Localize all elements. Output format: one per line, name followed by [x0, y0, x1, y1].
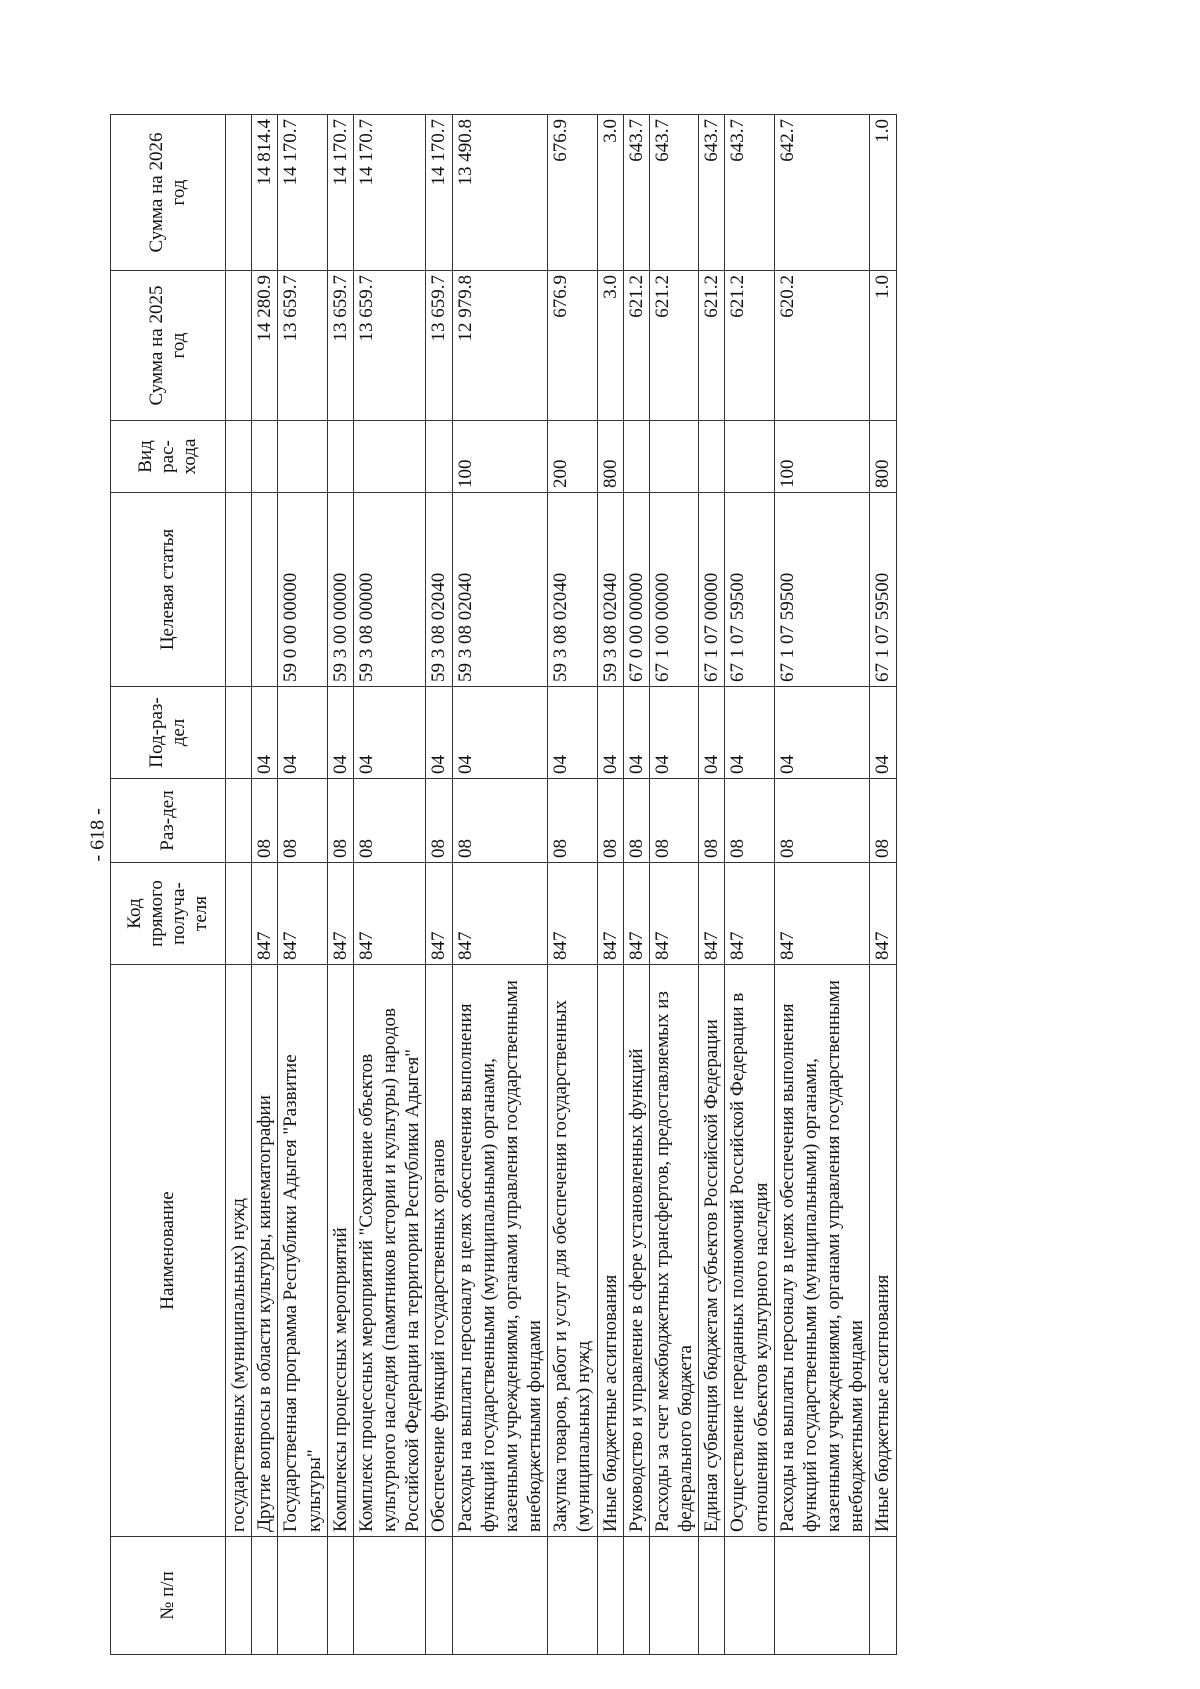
- cell-podrazdel: 04: [426, 687, 452, 779]
- cell-no: [649, 1537, 698, 1655]
- cell-podrazdel: 04: [870, 687, 896, 779]
- table-row: [426, 115, 452, 1655]
- cell-name: Осуществление переданных полномочий Российской Федерации в отношении объектов культурного наследия: [725, 965, 774, 1537]
- cell-no: [452, 1537, 548, 1655]
- cell-sum-2026: 14 170.7: [327, 115, 353, 271]
- cell-sum-2026: [226, 115, 252, 271]
- table-row: [327, 115, 353, 1655]
- cell-name: Комплекс процессных мероприятий "Сохранение объектов культурного наследия (памятников истории и культуры) народов Российской Федерации на территории Республики Адыгея": [353, 965, 426, 1537]
- cell-sum-2026: 643.7: [725, 115, 774, 271]
- cell-sum-2026: 643.7: [623, 115, 649, 271]
- cell-sum-2025: 621.2: [649, 271, 698, 421]
- cell-podrazdel: [226, 687, 252, 779]
- cell-sum-2026: 14 170.7: [426, 115, 452, 271]
- cell-vid: [649, 421, 698, 493]
- cell-code: 847: [774, 863, 870, 965]
- cell-no: [426, 1537, 452, 1655]
- cell-podrazdel: 04: [725, 687, 774, 779]
- table-row: [548, 115, 597, 1655]
- budget-table: [110, 114, 897, 1655]
- cell-code: 847: [426, 863, 452, 965]
- cell-sum-2025: 621.2: [623, 271, 649, 421]
- cell-code: 847: [452, 863, 548, 965]
- cell-name: Расходы на выплаты персоналу в целях обеспечения выполнения функций государственными (муниципальными) органами, казенными учреждениями, органами управления государственными внебюджетными фондами: [774, 965, 870, 1537]
- cell-code: 847: [278, 863, 327, 965]
- cell-statya: 67 1 00 00000: [649, 493, 698, 687]
- cell-sum-2025: 1.0: [870, 271, 896, 421]
- header-podrazdel: Под-раз-дел: [111, 687, 226, 779]
- cell-podrazdel: 04: [327, 687, 353, 779]
- cell-vid: 800: [597, 421, 623, 493]
- cell-sum-2026: 14 170.7: [353, 115, 426, 271]
- cell-no: [774, 1537, 870, 1655]
- cell-code: 847: [623, 863, 649, 965]
- cell-vid: [226, 421, 252, 493]
- cell-razdel: 08: [426, 779, 452, 863]
- cell-vid: 100: [774, 421, 870, 493]
- cell-vid: [623, 421, 649, 493]
- cell-sum-2025: 3.0: [597, 271, 623, 421]
- cell-code: 847: [353, 863, 426, 965]
- cell-vid: [699, 421, 725, 493]
- cell-code: 847: [327, 863, 353, 965]
- header-statya: Целевая статья: [111, 493, 226, 687]
- cell-sum-2025: 13 659.7: [353, 271, 426, 421]
- header-no: № п/п: [111, 1537, 226, 1655]
- cell-sum-2026: 643.7: [649, 115, 698, 271]
- table-row: [226, 115, 252, 1655]
- cell-sum-2025: [226, 271, 252, 421]
- cell-vid: [278, 421, 327, 493]
- cell-razdel: 08: [597, 779, 623, 863]
- header-code: Код прямого получа-теля: [111, 863, 226, 965]
- table-body: [226, 115, 897, 1655]
- cell-name: Другие вопросы в области культуры, кинематографии: [252, 965, 278, 1537]
- cell-razdel: 08: [548, 779, 597, 863]
- cell-statya: 59 3 08 02040: [452, 493, 548, 687]
- cell-sum-2025: 621.2: [699, 271, 725, 421]
- cell-razdel: 08: [623, 779, 649, 863]
- cell-no: [252, 1537, 278, 1655]
- cell-name: Закупка товаров, работ и услуг для обеспечения государственных (муниципальных) нужд: [548, 965, 597, 1537]
- table-row: [699, 115, 725, 1655]
- cell-name: государственных (муниципальных) нужд: [226, 965, 252, 1537]
- cell-razdel: 08: [699, 779, 725, 863]
- cell-no: [725, 1537, 774, 1655]
- cell-sum-2026: 3.0: [597, 115, 623, 271]
- cell-sum-2026: 1.0: [870, 115, 896, 271]
- cell-statya: 67 0 00 00000: [623, 493, 649, 687]
- cell-statya: 59 3 00 00000: [327, 493, 353, 687]
- cell-name: Комплексы процессных мероприятий: [327, 965, 353, 1537]
- table-row: [452, 115, 548, 1655]
- cell-no: [353, 1537, 426, 1655]
- cell-no: [870, 1537, 896, 1655]
- cell-statya: 59 3 08 02040: [426, 493, 452, 687]
- cell-razdel: 08: [327, 779, 353, 863]
- cell-name: Государственная программа Республики Адыгея "Развитие культуры": [278, 965, 327, 1537]
- cell-sum-2025: 14 280.9: [252, 271, 278, 421]
- cell-no: [699, 1537, 725, 1655]
- cell-vid: 100: [452, 421, 548, 493]
- header-vid: Вид рас-хода: [111, 421, 226, 493]
- table-row: [649, 115, 698, 1655]
- cell-podrazdel: 04: [623, 687, 649, 779]
- header-name: Наименование: [111, 965, 226, 1537]
- cell-sum-2025: 676.9: [548, 271, 597, 421]
- table-header-row: [111, 115, 226, 1655]
- table-row: [623, 115, 649, 1655]
- cell-no: [327, 1537, 353, 1655]
- cell-podrazdel: 04: [452, 687, 548, 779]
- cell-vid: [327, 421, 353, 493]
- cell-sum-2025: 620.2: [774, 271, 870, 421]
- cell-vid: [725, 421, 774, 493]
- cell-sum-2025: 13 659.7: [327, 271, 353, 421]
- budget-table-container: [110, 115, 1190, 1655]
- cell-razdel: 08: [452, 779, 548, 863]
- header-razdel: Раз-дел: [111, 779, 226, 863]
- cell-no: [548, 1537, 597, 1655]
- cell-name: Расходы на выплаты персоналу в целях обеспечения выполнения функций государственными (муниципальными) органами, казенными учреждениями, органами управления государственными внебюджетными фондами: [452, 965, 548, 1537]
- cell-sum-2026: 642.7: [774, 115, 870, 271]
- cell-razdel: 08: [725, 779, 774, 863]
- table-row: [353, 115, 426, 1655]
- cell-vid: [353, 421, 426, 493]
- cell-razdel: 08: [353, 779, 426, 863]
- cell-sum-2025: 13 659.7: [278, 271, 327, 421]
- cell-sum-2025: 13 659.7: [426, 271, 452, 421]
- header-sum-2025: Сумма на 2025 год: [111, 271, 226, 421]
- cell-statya: 59 3 08 02040: [548, 493, 597, 687]
- cell-sum-2026: 13 490.8: [452, 115, 548, 271]
- cell-razdel: 08: [774, 779, 870, 863]
- cell-name: Расходы за счет межбюджетных трансфертов, предоставляемых из федерального бюджета: [649, 965, 698, 1537]
- cell-podrazdel: 04: [252, 687, 278, 779]
- cell-code: 847: [252, 863, 278, 965]
- cell-razdel: [226, 779, 252, 863]
- table-row: [774, 115, 870, 1655]
- cell-statya: 59 0 00 00000: [278, 493, 327, 687]
- cell-no: [597, 1537, 623, 1655]
- cell-code: 847: [597, 863, 623, 965]
- cell-name: Руководство и управление в сфере установленных функций: [623, 965, 649, 1537]
- cell-name: Единая субвенция бюджетам субъектов Российской Федерации: [699, 965, 725, 1537]
- cell-statya: [252, 493, 278, 687]
- cell-podrazdel: 04: [699, 687, 725, 779]
- cell-sum-2025: 621.2: [725, 271, 774, 421]
- cell-code: 847: [548, 863, 597, 965]
- table-row: [278, 115, 327, 1655]
- cell-vid: 200: [548, 421, 597, 493]
- cell-podrazdel: 04: [548, 687, 597, 779]
- cell-vid: 800: [870, 421, 896, 493]
- cell-razdel: 08: [252, 779, 278, 863]
- header-sum-2026: Сумма на 2026 год: [111, 115, 226, 271]
- table-row: [725, 115, 774, 1655]
- cell-code: 847: [699, 863, 725, 965]
- cell-sum-2026: 643.7: [699, 115, 725, 271]
- cell-name: Иные бюджетные ассигнования: [597, 965, 623, 1537]
- cell-razdel: 08: [870, 779, 896, 863]
- cell-statya: 67 1 07 00000: [699, 493, 725, 687]
- cell-no: [226, 1537, 252, 1655]
- cell-name: Обеспечение функций государственных органов: [426, 965, 452, 1537]
- cell-statya: 67 1 07 59500: [774, 493, 870, 687]
- cell-razdel: 08: [649, 779, 698, 863]
- cell-podrazdel: 04: [597, 687, 623, 779]
- table-row: [252, 115, 278, 1655]
- cell-podrazdel: 04: [774, 687, 870, 779]
- cell-sum-2026: 676.9: [548, 115, 597, 271]
- cell-name: Иные бюджетные ассигнования: [870, 965, 896, 1537]
- cell-code: [226, 863, 252, 965]
- cell-sum-2026: 14 814.4: [252, 115, 278, 271]
- cell-statya: 67 1 07 59500: [725, 493, 774, 687]
- table-row: [597, 115, 623, 1655]
- cell-vid: [252, 421, 278, 493]
- cell-podrazdel: 04: [353, 687, 426, 779]
- cell-vid: [426, 421, 452, 493]
- page-number: - 618 -: [86, 808, 109, 862]
- cell-no: [623, 1537, 649, 1655]
- cell-sum-2025: 12 979.8: [452, 271, 548, 421]
- cell-statya: 67 1 07 59500: [870, 493, 896, 687]
- cell-code: 847: [725, 863, 774, 965]
- cell-razdel: 08: [278, 779, 327, 863]
- cell-podrazdel: 04: [649, 687, 698, 779]
- cell-statya: [226, 493, 252, 687]
- table-row: [870, 115, 896, 1655]
- cell-podrazdel: 04: [278, 687, 327, 779]
- cell-code: 847: [870, 863, 896, 965]
- cell-sum-2026: 14 170.7: [278, 115, 327, 271]
- cell-statya: 59 3 08 00000: [353, 493, 426, 687]
- cell-no: [278, 1537, 327, 1655]
- cell-statya: 59 3 08 02040: [597, 493, 623, 687]
- cell-code: 847: [649, 863, 698, 965]
